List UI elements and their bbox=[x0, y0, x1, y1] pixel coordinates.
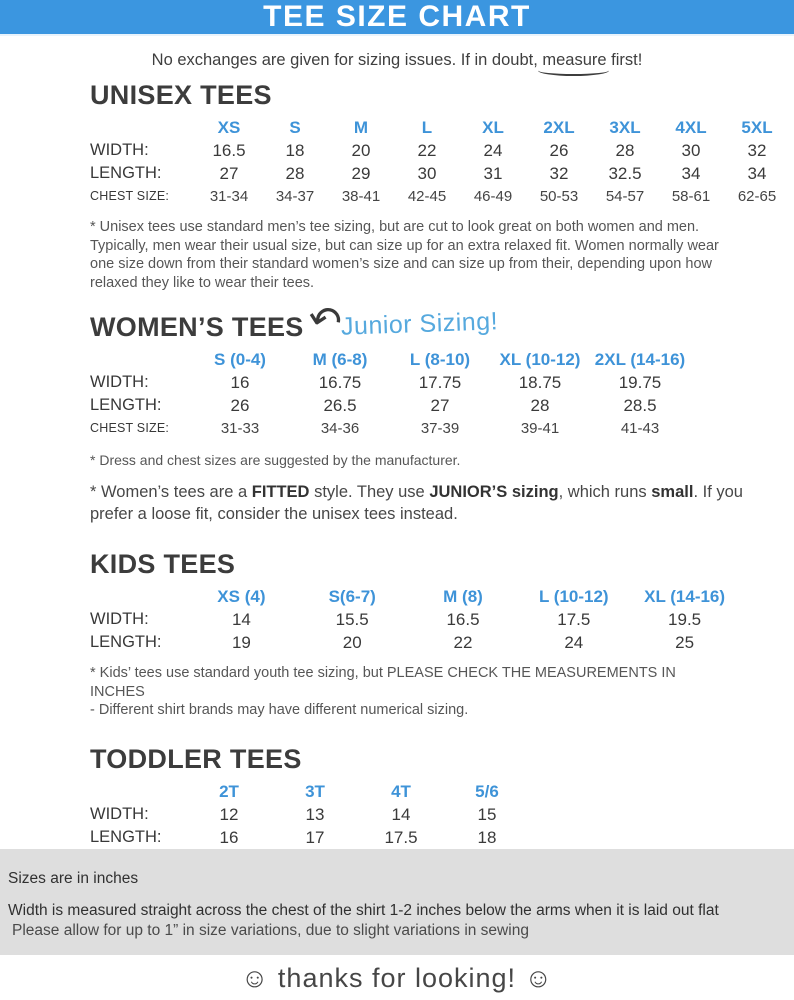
text-segment: No exchanges are given for sizing issues. If in doubt, bbox=[151, 51, 543, 69]
size-value-cell: 26 bbox=[549, 141, 569, 160]
size-value-cell: 37-39 bbox=[420, 420, 460, 438]
womens-size-table bbox=[90, 348, 690, 440]
page-title: TEE SIZE CHART bbox=[263, 0, 531, 33]
size-value-cell: 17.75 bbox=[418, 373, 462, 393]
measurement-row bbox=[90, 185, 790, 208]
size-value-cell: 16.5 bbox=[446, 609, 480, 629]
footer-units-note: Sizes are in inches bbox=[8, 869, 139, 887]
size-value-cell: 58-61 bbox=[671, 188, 711, 205]
kids-note bbox=[90, 664, 730, 720]
measurement-row bbox=[90, 608, 740, 631]
toddler-size-table bbox=[90, 780, 530, 849]
measurement-row bbox=[90, 371, 690, 394]
womens-fit-note bbox=[90, 482, 750, 525]
size-value-cell: 19 bbox=[231, 632, 251, 652]
size-value-cell: 34 bbox=[747, 164, 767, 183]
size-value-cell: 54-57 bbox=[605, 188, 645, 205]
text-segment: . If you prefer a loose fit, consider the unisex tees instead. bbox=[90, 483, 743, 523]
row-label: WIDTH: bbox=[90, 609, 149, 628]
table-corner-cell bbox=[90, 348, 190, 371]
text-segment: measure bbox=[542, 51, 607, 69]
junior-sizing-annotation: Junior Sizing! bbox=[340, 307, 499, 341]
size-value-cell: 17 bbox=[305, 827, 325, 847]
measurement-row bbox=[90, 394, 690, 417]
size-column-header: XS (4) bbox=[217, 586, 266, 606]
unisex-size-table bbox=[90, 116, 790, 208]
text-segment: small bbox=[651, 483, 694, 502]
size-column-header: 5XL bbox=[741, 118, 773, 137]
measurement-row bbox=[90, 417, 690, 440]
measurement-row bbox=[90, 139, 790, 162]
table-corner-cell bbox=[90, 780, 186, 803]
size-value-cell: 26 bbox=[230, 396, 250, 416]
size-column-header: XL bbox=[482, 118, 504, 137]
womens-manufacturer-note: * Dress and chest sizes are suggested by the manufacturer. bbox=[90, 452, 461, 469]
size-value-cell: 22 bbox=[417, 141, 437, 160]
size-header-row bbox=[90, 585, 740, 608]
size-value-cell: 24 bbox=[564, 632, 584, 652]
row-label: LENGTH: bbox=[90, 827, 162, 846]
size-value-cell: 38-41 bbox=[341, 188, 381, 205]
size-value-cell: 28 bbox=[615, 141, 635, 160]
size-value-cell: 28 bbox=[530, 396, 550, 416]
toddler-section bbox=[0, 744, 794, 849]
size-value-cell: 28.5 bbox=[623, 396, 657, 416]
size-value-cell: 17.5 bbox=[384, 827, 418, 847]
size-value-cell: 39-41 bbox=[520, 420, 560, 438]
row-label: LENGTH: bbox=[90, 396, 162, 415]
size-value-cell: 16.75 bbox=[318, 373, 362, 393]
size-value-cell: 34 bbox=[681, 164, 701, 183]
size-column-header: XS bbox=[217, 118, 241, 137]
size-column-header: 2T bbox=[219, 781, 239, 801]
kids-note-line2: - Different shirt brands may have different numerical sizing. bbox=[90, 702, 469, 719]
table-corner-cell bbox=[90, 585, 186, 608]
size-value-cell: 30 bbox=[681, 141, 701, 160]
size-column-header: M (6-8) bbox=[312, 350, 368, 370]
womens-heading: WOMEN’S TEES bbox=[90, 312, 304, 343]
size-value-cell: 62-65 bbox=[737, 188, 777, 205]
exchange-notice bbox=[0, 36, 794, 80]
size-column-header: 5/6 bbox=[475, 781, 499, 801]
row-label: WIDTH: bbox=[90, 804, 149, 823]
size-value-cell: 25 bbox=[675, 632, 695, 652]
size-header-row bbox=[90, 116, 790, 139]
row-label: WIDTH: bbox=[90, 373, 149, 392]
size-value-cell: 18.75 bbox=[518, 373, 562, 393]
footer-notes bbox=[0, 849, 794, 955]
size-value-cell: 13 bbox=[305, 804, 325, 824]
size-value-cell: 31 bbox=[483, 164, 503, 183]
size-column-header: 2XL bbox=[543, 118, 575, 137]
size-value-cell: 16.5 bbox=[212, 141, 246, 160]
size-column-header: L bbox=[421, 118, 433, 137]
size-value-cell: 32 bbox=[549, 164, 569, 183]
text-segment: JUNIOR’S sizing bbox=[429, 483, 559, 502]
text-segment: first! bbox=[606, 51, 643, 69]
thanks-message: ☺ thanks for looking! ☺ bbox=[240, 963, 554, 994]
row-label: WIDTH: bbox=[90, 141, 149, 159]
size-column-header: 2XL (14-16) bbox=[594, 350, 686, 370]
size-value-cell: 20 bbox=[351, 141, 371, 160]
size-value-cell: 34-36 bbox=[320, 420, 360, 438]
size-value-cell: 46-49 bbox=[473, 188, 513, 205]
size-value-cell: 19.5 bbox=[668, 609, 702, 629]
toddler-heading: TODDLER TEES bbox=[90, 743, 302, 774]
size-value-cell: 14 bbox=[391, 804, 411, 824]
text-segment: style. They use bbox=[309, 483, 430, 502]
size-value-cell: 31-34 bbox=[209, 188, 249, 205]
measurement-row bbox=[90, 631, 740, 654]
size-value-cell: 17.5 bbox=[557, 609, 591, 629]
unisex-section bbox=[0, 80, 794, 292]
size-value-cell: 20 bbox=[342, 632, 362, 652]
womens-heading-row bbox=[90, 296, 794, 347]
text-segment: FITTED bbox=[251, 483, 310, 502]
footer-variation-note: Please allow for up to 1” in size variations, due to slight variations in sewing bbox=[12, 921, 529, 939]
row-label: CHEST SIZE: bbox=[90, 189, 170, 203]
size-column-header: S bbox=[289, 118, 301, 137]
size-value-cell: 18 bbox=[285, 141, 305, 160]
size-value-cell: 19.75 bbox=[618, 373, 662, 393]
size-column-header: XL (14-16) bbox=[644, 586, 726, 606]
size-value-cell: 30 bbox=[417, 164, 437, 183]
size-column-header: 3T bbox=[305, 781, 325, 801]
size-value-cell: 16 bbox=[230, 373, 250, 393]
size-value-cell: 41-43 bbox=[620, 420, 660, 438]
size-value-cell: 15.5 bbox=[335, 609, 369, 629]
row-label: LENGTH: bbox=[90, 164, 162, 182]
unisex-heading: UNISEX TEES bbox=[90, 80, 272, 110]
size-value-cell: 29 bbox=[351, 164, 371, 183]
size-value-cell: 27 bbox=[219, 164, 239, 183]
size-column-header: M (8) bbox=[443, 586, 483, 606]
footer-width-note: Width is measured straight across the chest of the shirt 1-2 inches below the arms when it is laid out flat bbox=[8, 901, 719, 919]
size-value-cell: 22 bbox=[453, 632, 473, 652]
womens-section bbox=[0, 296, 794, 525]
size-column-header: 4XL bbox=[675, 118, 707, 137]
size-column-header: XL (10-12) bbox=[499, 350, 581, 370]
size-column-header: S(6-7) bbox=[328, 586, 376, 606]
size-value-cell: 28 bbox=[285, 164, 305, 183]
size-value-cell: 26.5 bbox=[323, 396, 357, 416]
size-value-cell: 14 bbox=[231, 609, 251, 629]
header-banner bbox=[0, 0, 794, 34]
size-value-cell: 18 bbox=[477, 827, 497, 847]
size-value-cell: 42-45 bbox=[407, 188, 447, 205]
measurement-row bbox=[90, 162, 790, 185]
size-column-header: 3XL bbox=[609, 118, 641, 137]
size-column-header: L (10-12) bbox=[538, 586, 609, 606]
row-label: LENGTH: bbox=[90, 632, 162, 651]
kids-section bbox=[0, 549, 794, 720]
kids-note-line1: * Kids’ tees use standard youth tee sizing, but PLEASE CHECK THE MEASUREMENTS IN INCHES bbox=[90, 664, 676, 700]
curved-arrow-icon: ↶ bbox=[303, 296, 346, 347]
size-column-header: 4T bbox=[391, 781, 411, 801]
size-value-cell: 50-53 bbox=[539, 188, 579, 205]
size-value-cell: 34-37 bbox=[275, 188, 315, 205]
size-value-cell: 27 bbox=[430, 396, 450, 416]
size-column-header: L (8-10) bbox=[409, 350, 471, 370]
size-value-cell: 32 bbox=[747, 141, 767, 160]
size-value-cell: 15 bbox=[477, 804, 497, 824]
table-corner-cell bbox=[90, 116, 196, 139]
size-value-cell: 16 bbox=[219, 827, 239, 847]
kids-heading: KIDS TEES bbox=[90, 548, 236, 579]
row-label: CHEST SIZE: bbox=[90, 421, 170, 436]
measurement-row bbox=[90, 803, 530, 826]
size-value-cell: 24 bbox=[483, 141, 503, 160]
text-segment: , which runs bbox=[558, 483, 652, 502]
size-header-row bbox=[90, 780, 530, 803]
text-segment: * Women’s tees are a bbox=[90, 483, 252, 502]
kids-size-table bbox=[90, 585, 740, 654]
size-value-cell: 12 bbox=[219, 804, 239, 824]
size-value-cell: 31-33 bbox=[220, 420, 260, 438]
size-column-header: S (0-4) bbox=[214, 350, 266, 370]
size-header-row bbox=[90, 348, 690, 371]
size-value-cell: 32.5 bbox=[608, 164, 642, 183]
size-column-header: M bbox=[353, 118, 369, 137]
measurement-row bbox=[90, 826, 530, 849]
unisex-note: * Unisex tees use standard men’s tee sizing, but are cut to look great on both women and men. Typically, men wear their usual size, but can size up for an extra relaxed fit. Women normally wear one size down from their standard women’s size and can size up from their, depending upon how relaxed they like to wear their tees. bbox=[90, 219, 719, 291]
